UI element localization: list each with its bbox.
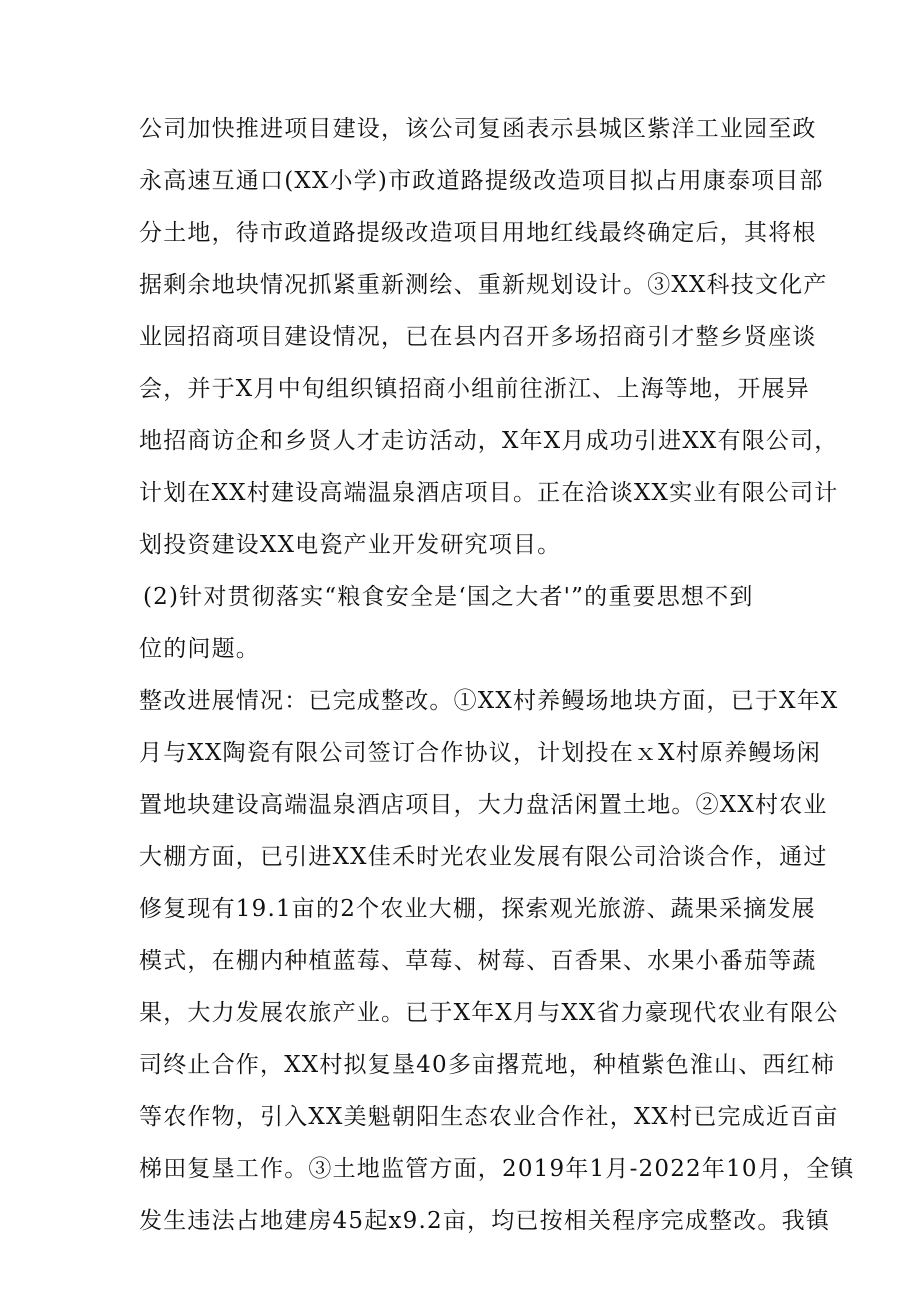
text-line: 月与XX陶瓷有限公司签订合作协议，计划投在ｘX村原养鳗场闲 xyxy=(139,740,821,766)
text-line: 地招商访企和乡贤人才走访活动，X年X月成功引进XX有限公司， xyxy=(139,428,839,454)
text-line: 果，大力发展农旅产业。已于X年X月与XX省力豪现代农业有限公 xyxy=(139,1000,839,1026)
text-line: 公司加快推进项目建设，该公司复函表示县城区紫洋工业园至政 xyxy=(139,116,817,142)
text-line: 永高速互通口(XX小学)市政道路提级改造项目拟占用康泰项目部 xyxy=(139,168,824,194)
text-line: 等农作物，引入XX美魁朝阳生态农业合作社，XX村已完成近百亩 xyxy=(139,1104,839,1130)
text-line: 整改进展情况：已完成整改。①XX村养鳗场地块方面，已于X年X xyxy=(139,688,839,714)
text-line: 发生违法占地建房45起x9.2亩，均已按相关程序完成整改。我镇 xyxy=(139,1208,831,1234)
section-heading: (2)针对贯彻落实“粮食安全是‘国之大者'”的重要思想不到 xyxy=(143,584,754,610)
text-line: 划投资建设XX电瓷产业开发研究项目。 xyxy=(139,532,562,558)
text-line: 大棚方面，已引进XX佳禾时光农业发展有限公司洽谈合作，通过 xyxy=(139,844,828,870)
text-line: 分土地，待市政道路提级改造项目用地红线最终确定后，其将根 xyxy=(139,220,817,246)
text-line: 修复现有19.1亩的2个农业大棚，探索观光旅游、蔬果采摘发展 xyxy=(139,896,816,922)
section-heading-continuation: 位的问题。 xyxy=(139,636,260,662)
text-line: 计划在XX村建设高端温泉酒店项目。正在洽谈XX实业有限公司计 xyxy=(139,480,839,506)
text-line: 模式，在棚内种植蓝莓、草莓、树莓、百香果、水果小番茄等蔬 xyxy=(139,948,817,974)
text-line: 司终止合作，XX村拟复垦40多亩撂荒地，种植紫色淮山、西红柿 xyxy=(139,1052,836,1078)
text-line: 会，并于X月中旬组织镇招商小组前往浙江、上海等地，开展异 xyxy=(139,376,810,402)
body-text xyxy=(139,103,855,1247)
text-line: 业园招商项目建设情况，已在县内召开多场招商引才整乡贤座谈 xyxy=(139,324,817,350)
text-line: 据剩余地块情况抓紧重新测绘、重新规划设计。③XX科技文化产 xyxy=(139,272,828,298)
text-line: 梯田复垦工作。③土地监管方面，2019年1月-2022年10月，全镇 xyxy=(139,1156,855,1182)
text-line: 置地块建设高端温泉酒店项目，大力盘活闲置土地。②XX村农业 xyxy=(139,792,828,818)
